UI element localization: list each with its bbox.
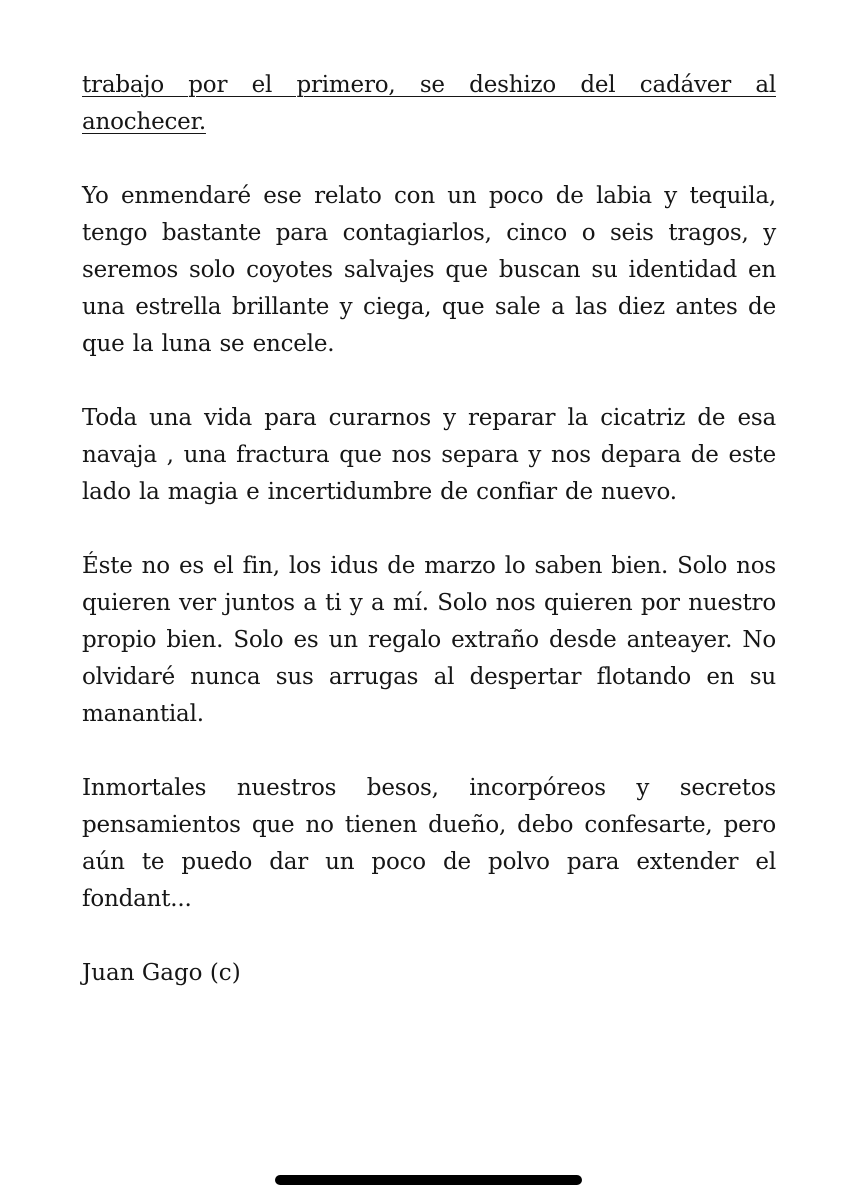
home-indicator-bar[interactable] xyxy=(275,1175,582,1185)
document-body xyxy=(82,67,776,992)
paragraph-5: Inmortales nuestros besos, incorpóreos y secretos pensamientos que no tienen dueño, debo confesarte, pero aún te puedo dar un poco de polvo para extender el fondant... xyxy=(82,775,776,912)
paragraph-1: trabajo por el primero, se deshizo del cadáver al anochecer. xyxy=(82,72,776,135)
paragraph-4: Éste no es el fin, los idus de marzo lo saben bien. Solo nos quieren ver juntos a ti y a mí. Solo nos quieren por nuestro propio bien. Solo es un regalo extraño desde anteayer. No olvidaré nunca sus arrugas al despertar flotando en su manantial. xyxy=(82,553,776,727)
paragraph-2: Yo enmendaré ese relato con un poco de labia y tequila, tengo bastante para contagiarlos, cinco o seis tragos, y seremos solo coyotes salvajes que buscan su identidad en una estrella brillante y ciega, que sale a las diez antes de que la luna se encele. xyxy=(82,183,776,357)
paragraph-3: Toda una vida para curarnos y reparar la cicatriz de esa navaja , una fractura que nos separa y nos depara de este lado la magia e incertidumbre de confiar de nuevo. xyxy=(82,405,776,505)
author-signature: Juan Gago (c) xyxy=(82,960,241,986)
